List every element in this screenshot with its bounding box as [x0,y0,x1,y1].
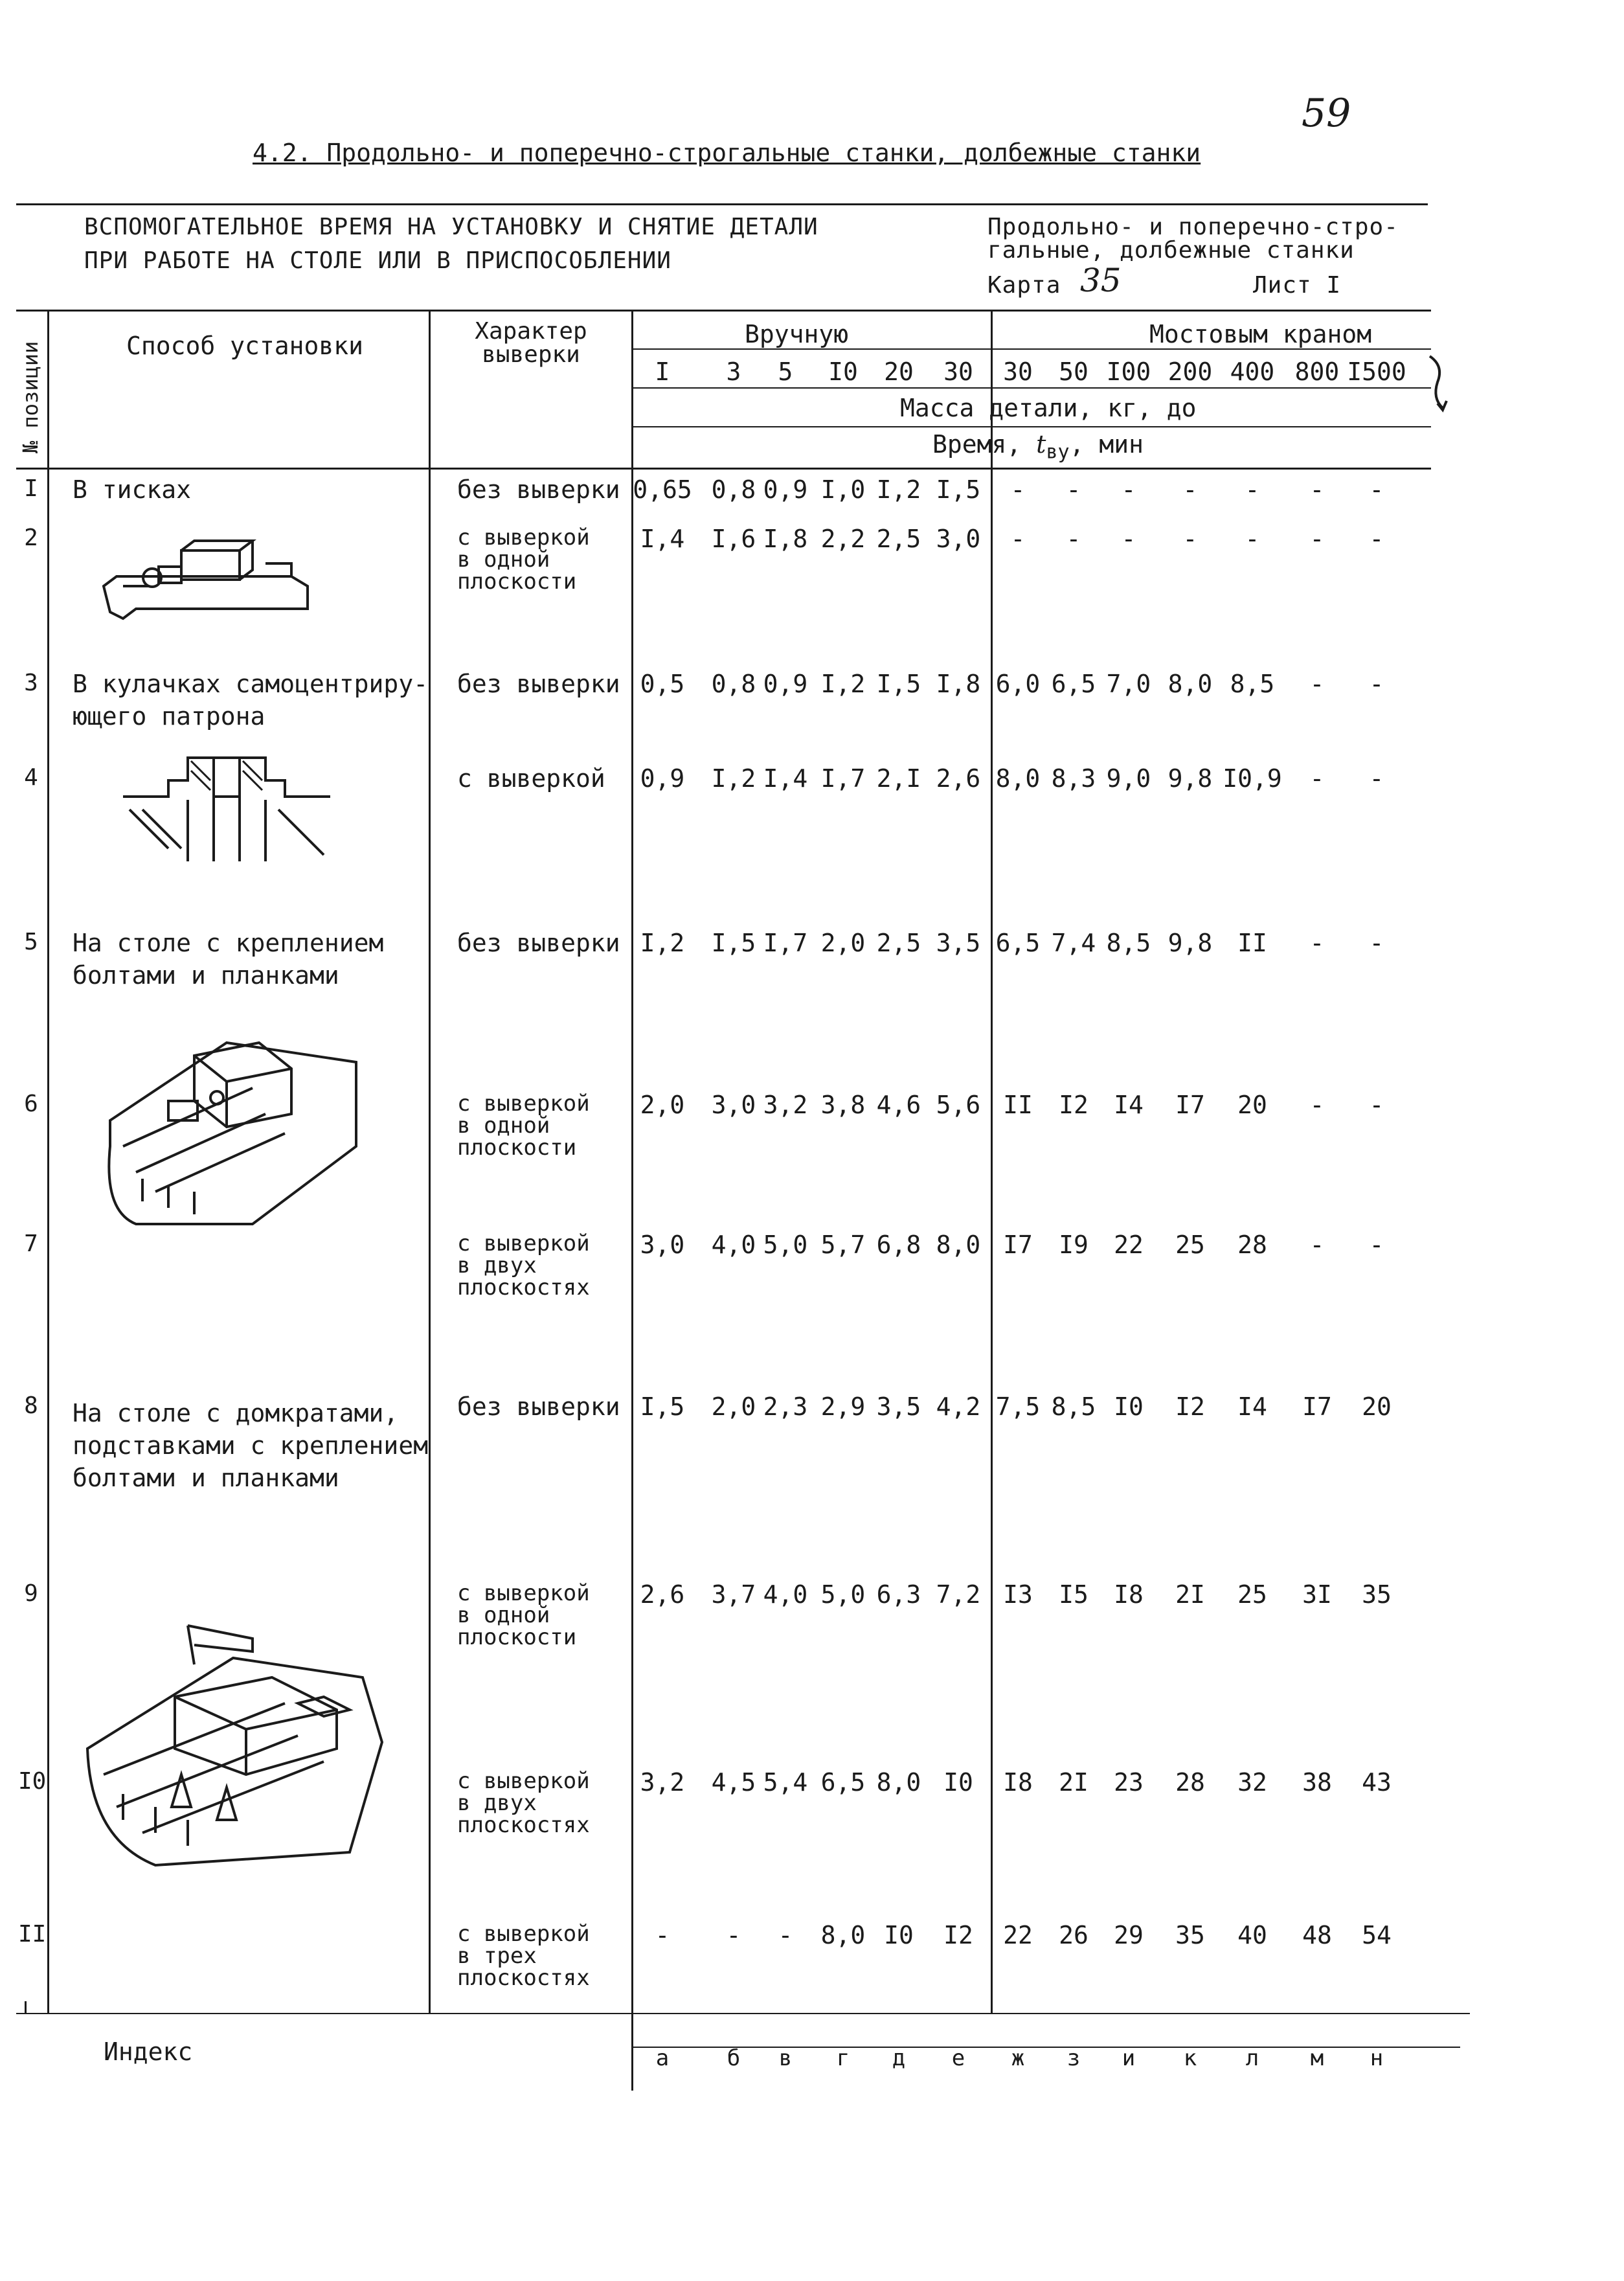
row-0-value-11: - [1309,475,1325,504]
index-letter-2: в [778,2045,793,2071]
row-6-value-8: 22 [1114,1231,1144,1259]
row-1-value-12: - [1369,525,1384,553]
row-alignment-9-2: плоскостях [457,1812,590,1838]
row-0-value-0: 0,65 [633,475,692,504]
card-title-line2: ПРИ РАБОТЕ НА СТОЛЕ ИЛИ В ПРИСПОСОБЛЕНИИ [84,247,671,274]
row-9-value-5: I0 [943,1768,973,1797]
row-alignment-8-2: плоскости [457,1624,577,1650]
row-9-value-3: 6,5 [820,1768,866,1797]
row-7-value-1: 2,0 [711,1392,756,1421]
row-1-value-11: - [1309,525,1325,553]
row-2-value-3: I,2 [820,670,866,698]
row-7-value-11: I7 [1302,1392,1332,1421]
row-3-value-5: 2,6 [936,764,981,793]
row-3-value-7: 8,3 [1051,764,1096,793]
time-label-pre: Время, [932,430,1022,459]
row-1-value-0: I,4 [640,525,685,553]
row-8-value-5: 7,2 [936,1580,981,1609]
row-4-value-0: I,2 [640,929,685,957]
row-4-value-8: 8,5 [1106,929,1151,957]
row-2-value-4: I,5 [876,670,921,698]
row-9-value-8: 23 [1114,1768,1144,1797]
manual-mass-0: I [655,357,670,386]
row-0-value-4: I,2 [876,475,921,504]
machines-line1: Продольно- и поперечно-стро- [987,214,1399,240]
row-3-value-9: 9,8 [1167,764,1213,793]
vise-sketch-icon [97,525,317,628]
row-5-value-12: - [1369,1091,1384,1119]
time-subscript: ву [1046,440,1070,464]
row-2-value-5: I,8 [936,670,981,698]
crane-mass-5: 800 [1294,357,1340,386]
row-6-value-9: 25 [1175,1231,1205,1259]
row-7-value-0: I,5 [640,1392,685,1421]
subheader-rule-2 [631,387,1431,389]
row-2-value-7: 6,5 [1051,670,1096,698]
manual-mass-2: 5 [778,357,793,386]
row-0-value-10: - [1245,475,1260,504]
col-divider-method [429,310,431,2013]
group-manual-header: Вручную [745,320,849,348]
row-10-value-7: 26 [1059,1921,1088,1949]
row-7-value-12: 20 [1362,1392,1392,1421]
row-1-value-2: I,8 [763,525,808,553]
row-1-value-5: 3,0 [936,525,981,553]
index-letter-3: г [836,2045,850,2071]
row-alignment-10-2: плоскостях [457,1965,590,1991]
row-3-value-10: I0,9 [1223,764,1282,793]
row-8-value-11: 3I [1302,1580,1332,1609]
index-label: Индекс [104,2037,193,2066]
row-7-value-7: 8,5 [1051,1392,1096,1421]
row-alignment-10-0: с выверкой [457,1921,590,1947]
row-alignment-6-0: с выверкой [457,1231,590,1256]
row-0-value-2: 0,9 [763,475,808,504]
crane-mass-0: 30 [1003,357,1033,386]
row-9-value-9: 28 [1175,1768,1205,1797]
row-1-value-4: 2,5 [876,525,921,553]
row-6-value-2: 5,0 [763,1231,808,1259]
row-4-value-2: I,7 [763,929,808,957]
row-alignment-5-2: плоскости [457,1135,577,1161]
row-8-value-6: I3 [1003,1580,1033,1609]
row-5-value-5: 5,6 [936,1091,981,1119]
row-5-value-7: I2 [1059,1091,1088,1119]
row-9-value-12: 43 [1362,1768,1392,1797]
row-7-value-9: I2 [1175,1392,1205,1421]
row-alignment-5-1: в одной [457,1113,550,1139]
row-2-value-0: 0,5 [640,670,685,698]
method-jacks-line2: подставками с креплением [73,1431,429,1460]
row-7-value-4: 3,5 [876,1392,921,1421]
row-10-value-2: - [778,1921,793,1949]
manual-mass-1: 3 [726,357,741,386]
time-label [932,430,1144,464]
row-alignment-0-0: без выверки [457,475,620,504]
method-chuck-line1: В кулачках самоцентриру- [73,670,429,698]
method-table-bolts-line1: На столе с креплением [73,929,384,957]
index-letter-6: ж [1011,2045,1025,2071]
manual-mass-3: I0 [828,357,858,386]
card-title-line1: ВСПОМОГАТЕЛЬНОЕ ВРЕМЯ НА УСТАНОВКУ И СНЯТИЕ ДЕТАЛИ [84,214,818,240]
row-alignment-1-1: в одной [457,547,550,573]
crane-mass-1: 50 [1059,357,1088,386]
row-3-value-6: 8,0 [995,764,1041,793]
row-position-5: 6 [24,1091,38,1117]
row-6-value-5: 8,0 [936,1231,981,1259]
col-position-header: № позиции [18,341,43,453]
row-4-value-11: - [1309,929,1325,957]
row-5-value-4: 4,6 [876,1091,921,1119]
row-alignment-7-0: без выверки [457,1392,620,1421]
time-symbol: t [1036,430,1046,459]
corner-mark [25,2001,27,2014]
index-letter-4: д [892,2045,906,2071]
row-5-value-10: 20 [1237,1091,1267,1119]
row-9-value-11: 38 [1302,1768,1332,1797]
card-number: 35 [1080,262,1122,299]
row-alignment-9-1: в двух [457,1790,537,1816]
row-7-value-5: 4,2 [936,1392,981,1421]
index-letter-7: з [1066,2045,1081,2071]
row-2-value-8: 7,0 [1106,670,1151,698]
col-divider-alignment [631,310,633,2091]
row-4-value-4: 2,5 [876,929,921,957]
top-rule [16,203,1428,205]
row-9-value-7: 2I [1059,1768,1088,1797]
row-3-value-0: 0,9 [640,764,685,793]
crane-mass-3: 200 [1167,357,1213,386]
row-1-value-8: - [1121,525,1136,553]
row-1-value-9: - [1182,525,1198,553]
row-5-value-11: - [1309,1091,1325,1119]
row-8-value-0: 2,6 [640,1580,685,1609]
subheader-rule-1 [631,348,1431,350]
table-jacks-sketch-icon [78,1580,389,1878]
row-7-value-6: 7,5 [995,1392,1041,1421]
table-bottom-rule [16,2013,1470,2014]
row-1-value-7: - [1066,525,1081,553]
row-6-value-12: - [1369,1231,1384,1259]
row-4-value-7: 7,4 [1051,929,1096,957]
row-position-4: 5 [24,929,38,955]
section-title: 4.2. Продольно- и поперечно-строгальные станки, долбежные станки [253,139,1201,167]
sheet-label: Лист I [1253,272,1342,299]
row-4-value-9: 9,8 [1167,929,1213,957]
card-label: Карта [987,272,1061,299]
continuation-arrow-icon [1425,353,1457,411]
row-8-value-1: 3,7 [711,1580,756,1609]
method-vise: В тисках [73,475,192,504]
row-6-value-0: 3,0 [640,1231,685,1259]
index-letter-1: б [727,2045,741,2071]
row-8-value-2: 4,0 [763,1580,808,1609]
row-position-10: II [18,1921,47,1947]
row-10-value-11: 48 [1302,1921,1332,1949]
row-alignment-1-2: плоскости [457,569,577,595]
row-10-value-10: 40 [1237,1921,1267,1949]
row-2-value-11: - [1309,670,1325,698]
row-0-value-12: - [1369,475,1384,504]
row-alignment-9-0: с выверкой [457,1768,590,1794]
row-alignment-8-0: с выверкой [457,1580,590,1606]
index-letter-5: е [951,2045,965,2071]
group-crane-header: Мостовым краном [1149,320,1372,348]
row-9-value-2: 5,4 [763,1768,808,1797]
row-alignment-4-0: без выверки [457,929,620,957]
table-top-rule [16,310,1431,312]
row-10-value-8: 29 [1114,1921,1144,1949]
index-letter-0: а [655,2045,670,2071]
index-letter-8: и [1122,2045,1136,2071]
row-8-value-9: 2I [1175,1580,1205,1609]
row-5-value-1: 3,0 [711,1091,756,1119]
row-5-value-0: 2,0 [640,1091,685,1119]
method-jacks-line1: На столе с домкратами, [73,1399,399,1427]
row-0-value-8: - [1121,475,1136,504]
row-9-value-10: 32 [1237,1768,1267,1797]
row-10-value-5: I2 [943,1921,973,1949]
row-6-value-3: 5,7 [820,1231,866,1259]
row-0-value-6: - [1010,475,1026,504]
row-5-value-3: 3,8 [820,1091,866,1119]
row-6-value-1: 4,0 [711,1231,756,1259]
method-jacks-line3: болтами и планками [73,1464,339,1492]
row-1-value-6: - [1010,525,1026,553]
row-8-value-4: 6,3 [876,1580,921,1609]
time-label-post: , мин [1069,430,1144,459]
manual-mass-5: 30 [943,357,973,386]
row-10-value-6: 22 [1003,1921,1033,1949]
row-9-value-6: I8 [1003,1768,1033,1797]
row-2-value-6: 6,0 [995,670,1041,698]
row-10-value-12: 54 [1362,1921,1392,1949]
row-5-value-2: 3,2 [763,1091,808,1119]
header-bottom-rule [16,468,1431,470]
row-alignment-3-0: с выверкой [457,764,605,793]
row-position-0: I [24,475,38,502]
page-number: 59 [1302,91,1351,136]
row-3-value-8: 9,0 [1106,764,1151,793]
row-4-value-1: I,5 [711,929,756,957]
row-0-value-3: I,0 [820,475,866,504]
manual-mass-4: 20 [884,357,914,386]
col-divider-position [47,310,49,2013]
mass-label: Масса детали, кг, до [900,394,1197,422]
row-6-value-6: I7 [1003,1231,1033,1259]
machines-line2: гальные, долбежные станки [987,237,1355,264]
index-letter-12: н [1370,2045,1384,2071]
row-0-value-9: - [1182,475,1198,504]
row-3-value-4: 2,I [876,764,921,793]
row-8-value-3: 5,0 [820,1580,866,1609]
row-position-2: 3 [24,670,38,696]
row-alignment-6-1: в двух [457,1253,537,1278]
row-3-value-11: - [1309,764,1325,793]
row-position-3: 4 [24,764,38,791]
row-10-value-1: - [726,1921,741,1949]
row-3-value-12: - [1369,764,1384,793]
row-4-value-6: 6,5 [995,929,1041,957]
crane-mass-6: I500 [1347,357,1406,386]
row-7-value-2: 2,3 [763,1392,808,1421]
subheader-rule-3 [631,426,1431,427]
row-2-value-2: 0,9 [763,670,808,698]
row-6-value-7: I9 [1059,1231,1088,1259]
row-10-value-4: I0 [884,1921,914,1949]
row-10-value-0: - [655,1921,670,1949]
col-divider-manual-crane [991,310,993,2013]
row-8-value-7: I5 [1059,1580,1088,1609]
row-3-value-1: I,2 [711,764,756,793]
row-9-value-0: 3,2 [640,1768,685,1797]
row-2-value-10: 8,5 [1230,670,1275,698]
row-0-value-5: I,5 [936,475,981,504]
table-bolts-sketch-icon [97,1017,369,1237]
row-9-value-4: 8,0 [876,1768,921,1797]
row-position-9: I0 [18,1768,47,1795]
row-5-value-6: II [1003,1091,1033,1119]
row-1-value-3: 2,2 [820,525,866,553]
col-method-header: Способ установки [126,332,364,360]
row-4-value-5: 3,5 [936,929,981,957]
col-alignment-header: Характер выверки [475,318,587,368]
row-8-value-12: 35 [1362,1580,1392,1609]
row-6-value-10: 28 [1237,1231,1267,1259]
row-7-value-3: 2,9 [820,1392,866,1421]
row-9-value-1: 4,5 [711,1768,756,1797]
row-1-value-10: - [1245,525,1260,553]
row-2-value-1: 0,8 [711,670,756,698]
row-6-value-11: - [1309,1231,1325,1259]
row-2-value-12: - [1369,670,1384,698]
row-5-value-9: I7 [1175,1091,1205,1119]
row-4-value-3: 2,0 [820,929,866,957]
row-7-value-8: I0 [1114,1392,1144,1421]
index-letter-9: к [1183,2045,1197,2071]
row-10-value-3: 8,0 [820,1921,866,1949]
index-letter-11: м [1310,2045,1324,2071]
row-alignment-10-1: в трех [457,1943,537,1969]
row-position-7: 8 [24,1392,38,1419]
crane-mass-2: I00 [1106,357,1151,386]
row-10-value-9: 35 [1175,1921,1205,1949]
row-4-value-10: II [1237,929,1267,957]
row-position-8: 9 [24,1580,38,1607]
crane-mass-4: 400 [1230,357,1275,386]
method-table-bolts-line2: болтами и планками [73,961,339,990]
row-3-value-2: I,4 [763,764,808,793]
row-alignment-2-0: без выверки [457,670,620,698]
row-4-value-12: - [1369,929,1384,957]
row-5-value-8: I4 [1114,1091,1144,1119]
row-8-value-8: I8 [1114,1580,1144,1609]
row-3-value-3: I,7 [820,764,866,793]
method-chuck-line2: ющего патрона [73,702,265,731]
chuck-sketch-icon [117,738,337,868]
row-8-value-10: 25 [1237,1580,1267,1609]
row-7-value-10: I4 [1237,1392,1267,1421]
row-0-value-7: - [1066,475,1081,504]
row-alignment-1-0: с выверкой [457,525,590,550]
row-position-6: 7 [24,1231,38,1257]
row-position-1: 2 [24,525,38,551]
row-0-value-1: 0,8 [711,475,756,504]
row-6-value-4: 6,8 [876,1231,921,1259]
row-alignment-5-0: с выверкой [457,1091,590,1117]
row-1-value-1: I,6 [711,525,756,553]
index-letter-10: л [1245,2045,1259,2071]
row-alignment-8-1: в одной [457,1602,550,1628]
row-2-value-9: 8,0 [1167,670,1213,698]
row-alignment-6-2: плоскостях [457,1275,590,1300]
